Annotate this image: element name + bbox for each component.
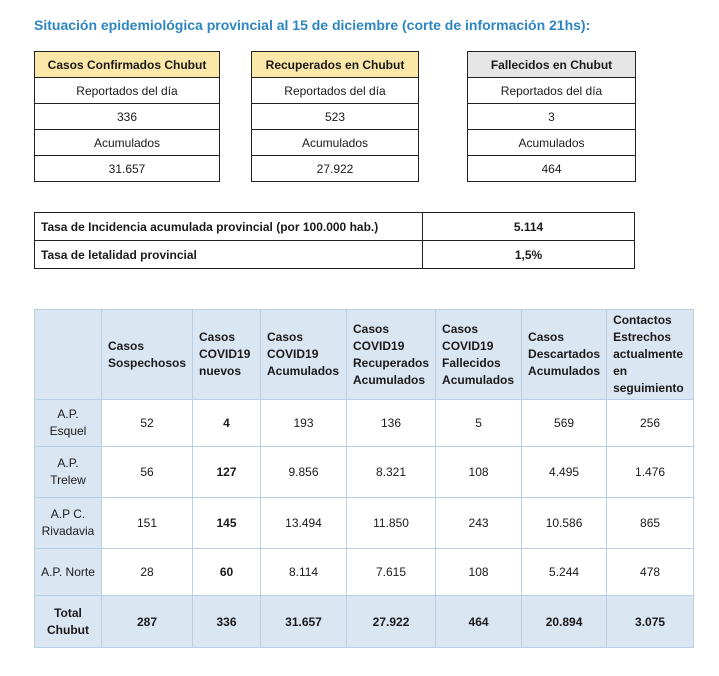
total-new: 336: [193, 596, 261, 648]
header-new: Casos COVID19 nuevos: [193, 310, 261, 400]
cell-accumulated: 193: [261, 400, 347, 447]
cell-contacts: 256: [607, 400, 694, 447]
table-row: [35, 447, 694, 498]
recovered-box: [251, 51, 419, 182]
cell-recovered: 11.850: [347, 498, 436, 549]
cell-discarded: 4.495: [522, 447, 607, 498]
cell-new: 127: [193, 447, 261, 498]
total-contacts: 3.075: [607, 596, 694, 648]
cell-contacts: 1.476: [607, 447, 694, 498]
cell-suspected: 151: [102, 498, 193, 549]
header-recovered: Casos COVID19 Recuperados Acumulados: [347, 310, 436, 400]
zone-label: A.P C. Rivadavia: [35, 498, 102, 549]
total-recovered: 27.922: [347, 596, 436, 648]
confirmed-cases-box: [34, 51, 220, 182]
recovered-acc-label: Acumulados: [252, 130, 419, 156]
cell-suspected: 52: [102, 400, 193, 447]
table-row: [35, 549, 694, 596]
cell-suspected: 56: [102, 447, 193, 498]
deaths-box: [467, 51, 636, 182]
recovered-header: Recuperados en Chubut: [252, 52, 419, 78]
confirmed-acc-label: Acumulados: [35, 130, 220, 156]
total-deaths: 464: [436, 596, 522, 648]
total-row: [35, 596, 694, 648]
recovered-day-value: 523: [252, 104, 419, 130]
lethality-rate-label: Tasa de letalidad provincial: [35, 241, 423, 269]
confirmed-day-value: 336: [35, 104, 220, 130]
cell-deaths: 108: [436, 447, 522, 498]
cell-suspected: 28: [102, 549, 193, 596]
recovered-day-label: Reportados del día: [252, 78, 419, 104]
confirmed-acc-value: 31.657: [35, 156, 220, 182]
cell-accumulated: 9.856: [261, 447, 347, 498]
deaths-acc-value: 464: [468, 156, 636, 182]
cell-deaths: 108: [436, 549, 522, 596]
header-deaths: Casos COVID19 Fallecidos Acumulados: [436, 310, 522, 400]
lethality-rate-value: 1,5%: [423, 241, 635, 269]
table-header-row: [35, 310, 694, 400]
deaths-header: Fallecidos en Chubut: [468, 52, 636, 78]
rates-table: [34, 212, 635, 269]
cell-contacts: 865: [607, 498, 694, 549]
deaths-day-value: 3: [468, 104, 636, 130]
recovered-acc-value: 27.922: [252, 156, 419, 182]
zone-label: A.P. Norte: [35, 549, 102, 596]
zones-table: [34, 309, 694, 648]
header-zone: [35, 310, 102, 400]
cell-contacts: 478: [607, 549, 694, 596]
cell-discarded: 5.244: [522, 549, 607, 596]
cell-new: 145: [193, 498, 261, 549]
table-row: [35, 498, 694, 549]
cell-accumulated: 8.114: [261, 549, 347, 596]
zone-label: A.P. Trelew: [35, 447, 102, 498]
incidence-rate-label: Tasa de Incidencia acumulada provincial (por 100.000 hab.): [35, 213, 423, 241]
cell-deaths: 243: [436, 498, 522, 549]
total-label: Total Chubut: [35, 596, 102, 648]
deaths-day-label: Reportados del día: [468, 78, 636, 104]
total-suspected: 287: [102, 596, 193, 648]
confirmed-header: Casos Confirmados Chubut: [35, 52, 220, 78]
cell-discarded: 569: [522, 400, 607, 447]
incidence-rate-value: 5.114: [423, 213, 635, 241]
total-accumulated: 31.657: [261, 596, 347, 648]
report-title: Situación epidemiológica provincial al 15 de diciembre (corte de información 21hs):: [34, 17, 591, 33]
cell-new: 60: [193, 549, 261, 596]
cell-recovered: 7.615: [347, 549, 436, 596]
deaths-acc-label: Acumulados: [468, 130, 636, 156]
header-discarded: Casos Descartados Acumulados: [522, 310, 607, 400]
lethality-rate-row: [35, 241, 635, 269]
incidence-rate-row: [35, 213, 635, 241]
cell-deaths: 5: [436, 400, 522, 447]
cell-discarded: 10.586: [522, 498, 607, 549]
header-suspected: Casos Sospechosos: [102, 310, 193, 400]
header-contacts: Contactos Estrechos actualmente en seguimiento: [607, 310, 694, 400]
header-accumulated: Casos COVID19 Acumulados: [261, 310, 347, 400]
cell-new: 4: [193, 400, 261, 447]
cell-recovered: 136: [347, 400, 436, 447]
cell-recovered: 8.321: [347, 447, 436, 498]
zone-label: A.P. Esquel: [35, 400, 102, 447]
cell-accumulated: 13.494: [261, 498, 347, 549]
confirmed-day-label: Reportados del día: [35, 78, 220, 104]
total-discarded: 20.894: [522, 596, 607, 648]
table-row: [35, 400, 694, 447]
